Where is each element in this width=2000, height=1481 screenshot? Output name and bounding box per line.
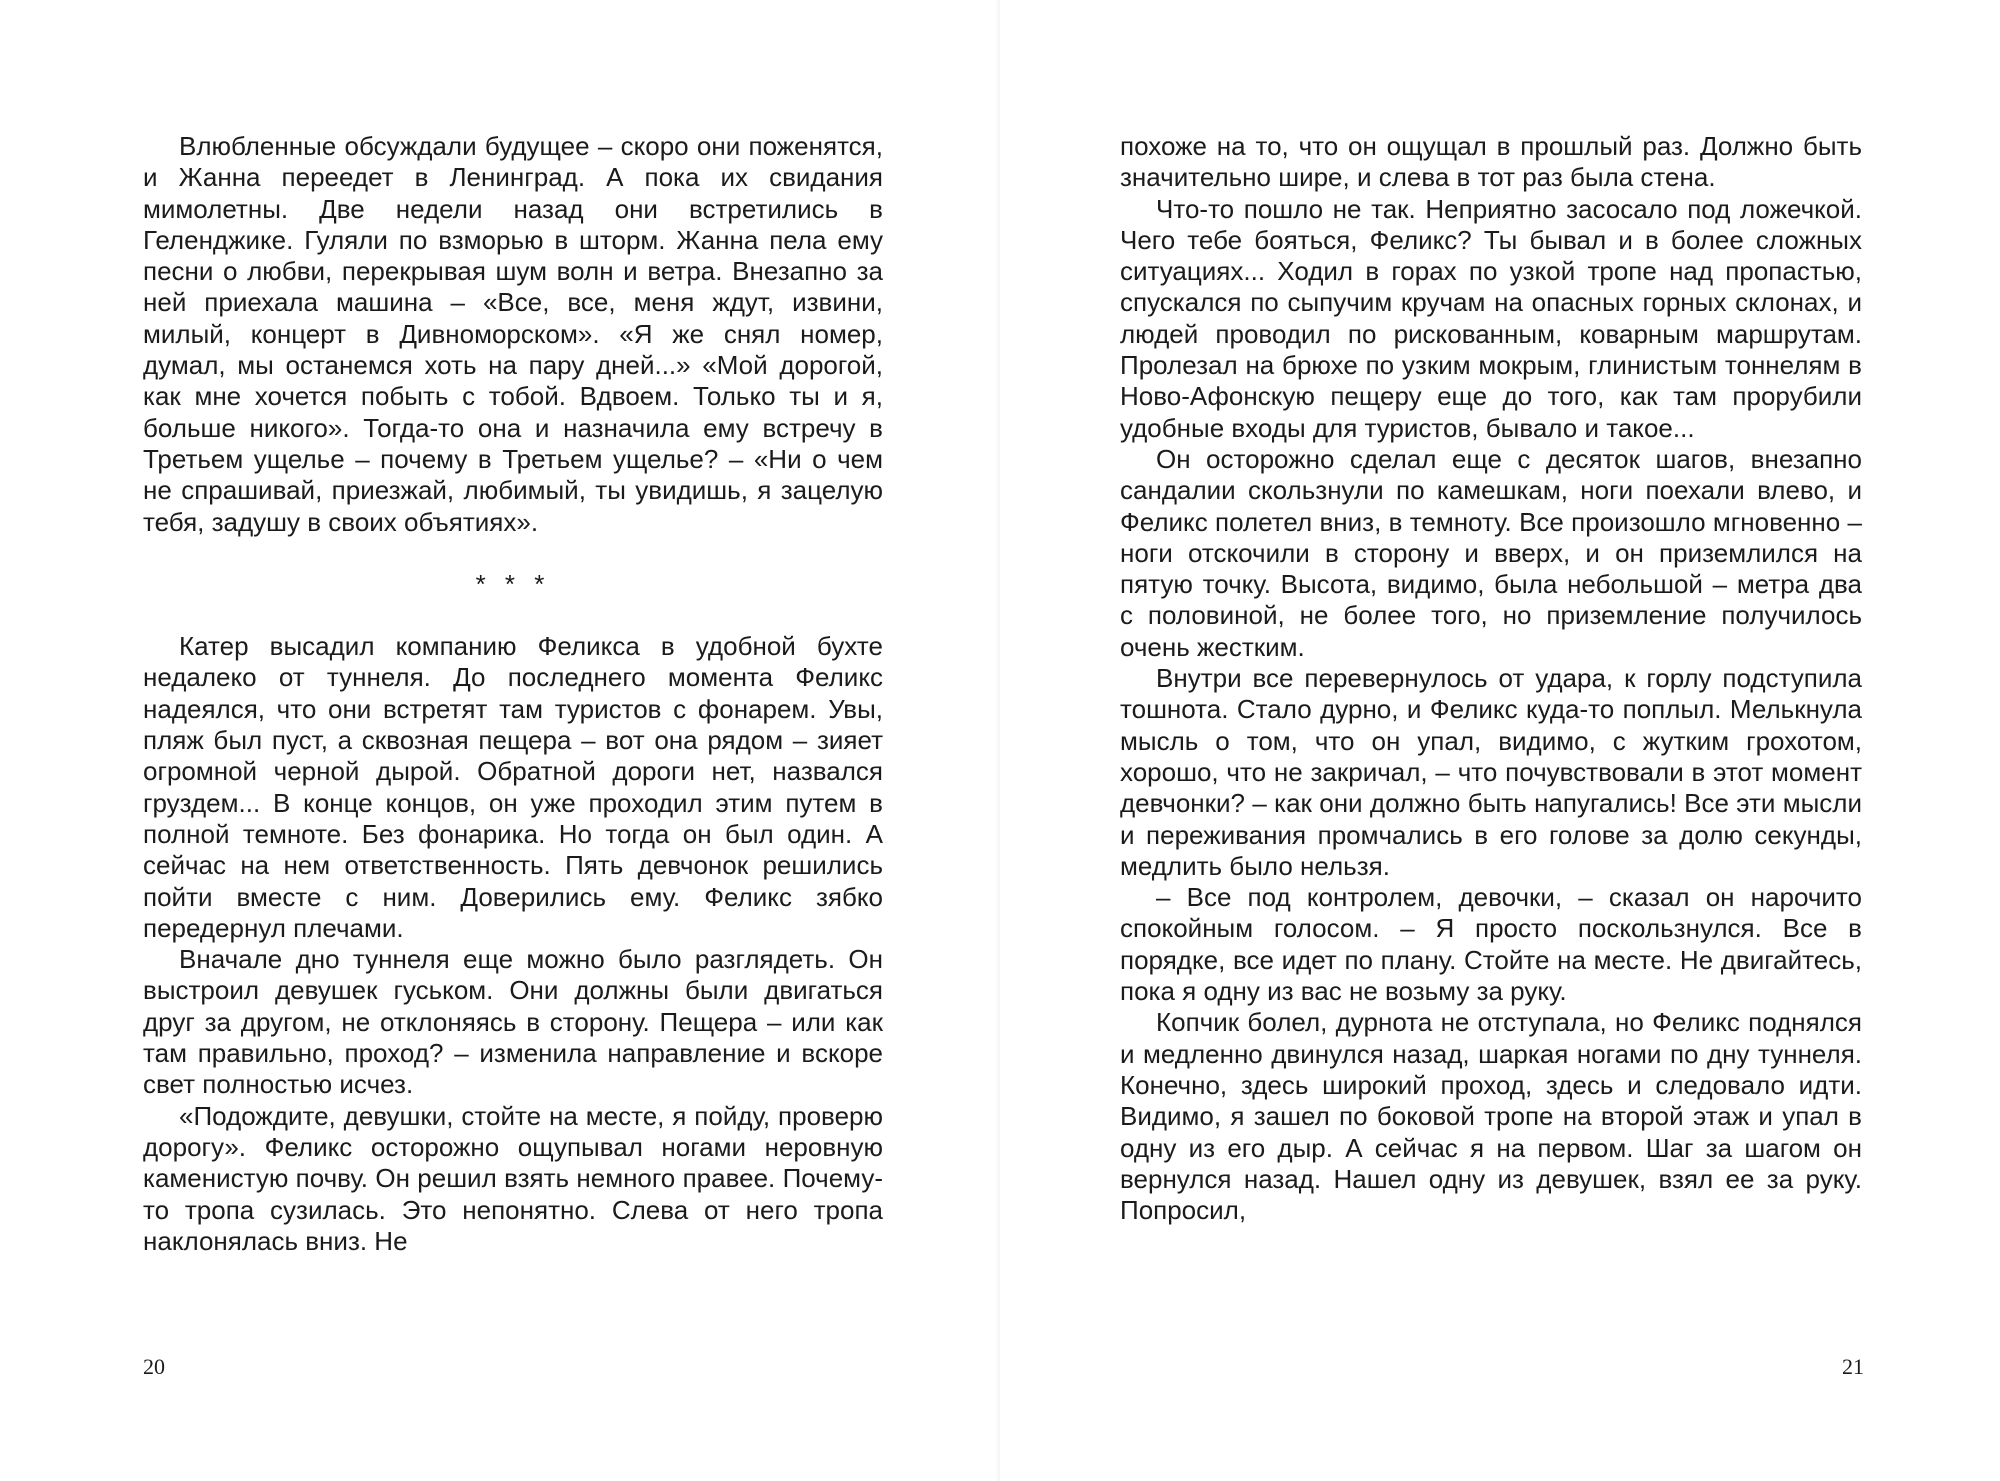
page-number: 21 <box>1842 1354 1864 1379</box>
left-page-text <box>143 131 883 1257</box>
paragraph: Вначале дно туннеля еще можно было разглядеть. Он выстроил девушек гуськом. Они должны были двигаться друг за другом, не отклоняясь в сторону. Пещера – или как там правильно, проход? – изменила направление и вскоре свет полностью исчез. <box>143 944 883 1100</box>
paragraph: «Подождите, девушки, стойте на месте, я пойду, проверю дорогу». Феликс осторожно ощупывал ногами неровную каменистую почву. Он решил взять немного правее. Почему-то тропа сузилась. Это непонятно. Слева от него тропа наклонялась вниз. Не <box>143 1100 883 1256</box>
paragraph: Влюбленные обсуждали будущее – скоро они поженятся, и Жанна переедет в Ленинград. А пока их свидания мимолетны. Две недели назад они встретились в Геленджике. Гуляли по взморью в шторм. Жанна пела ему песни о любви, перекрывая шум волн и ветра. Внезапно за ней приехала машина – «Все, все, меня ждут, извини, милый, концерт в Дивноморском». «Я же снял номер, думал, мы останемся хоть на пару дней...» «Мой дорогой, как мне хочется побыть с тобой. Вдвоем. Только ты и я, больше никого». Тогда-то она и назначила ему встречу в Третьем ущелье – почему в Третьем ущелье? – «Ни о чем не спрашивай, приезжай, любимый, ты увидишь, я зацелую тебя, задушу в своих объятиях». <box>143 131 883 537</box>
page-number: 20 <box>143 1354 165 1379</box>
paragraph: – Все под контролем, девочки, – сказал он нарочито спокойным голосом. – Я просто поскользнулся. Все в порядке, все идет по плану. Стойте на месте. Не двигайтесь, пока я одну из вас не возьму за руку. <box>1120 882 1862 1007</box>
paragraph-continuation: похоже на то, что он ощущал в прошлый раз. Должно быть значительно шире, и слева в тот раз была стена. <box>1120 131 1862 193</box>
paragraph: Он осторожно сделал еще с десяток шагов, внезапно сандалии скользнули по камешкам, ноги поехали влево, и Феликс полетел вниз, в темноту. Все произошло мгновенно – ноги отскочили в сторону и вверх, и он приземлился на пятую точку. Высота, видимо, была небольшой – метра два с половиной, не более того, но приземление получилось очень жестким. <box>1120 443 1862 662</box>
paragraph: Копчик болел, дурнота не отступала, но Феликс поднялся и медленно двинулся назад, шаркая ногами по дну туннеля. Конечно, здесь широкий проход, здесь и следовало идти. Видимо, я зашел по боковой тропе на второй этаж и упал в одну из его дыр. А сейчас я на первом. Шаг за шагом он вернулся назад. Нашел одну из девушек, взял ее за руку. Попросил, <box>1120 1007 1862 1226</box>
right-page-text <box>1120 131 1862 1226</box>
paragraph: Что-то пошло не так. Неприятно засосало под ложечкой. Чего тебе бояться, Феликс? Ты бывал и в более сложных ситуациях... Ходил в горах по узкой тропе над пропастью, спускался по сыпучим кручам на опасных горных склонах, и людей проводил по рискованным, коварным маршрутам. Пролезал на брюхе по узким мокрым, глинистым тоннелям в Ново-Афонскую пещеру еще до того, как там прорубили удобные входы для туристов, бывало и такое... <box>1120 193 1862 443</box>
right-page <box>1000 0 2000 1481</box>
paragraph: Катер высадил компанию Феликса в удобной бухте недалеко от туннеля. До последнего момента Феликс надеялся, что они встретят там туристов с фонарем. Увы, пляж был пуст, а сквозная пещера – вот она рядом – зияет огромной черной дырой. Обратной дороги нет, назвался груздем... В конце концов, он уже проходил этим путем в полной темноте. Без фонарика. Но тогда он был один. А сейчас на нем ответственность. Пять девчонок решились пойти вместе с ним. Доверились ему. Феликс зябко передернул плечами. <box>143 631 883 943</box>
section-break: * * * <box>475 568 551 599</box>
paragraph: Внутри все перевернулось от удара, к горлу подступила тошнота. Стало дурно, и Феликс куда-то поплыл. Мелькнула мысль о том, что он упал, видимо, с жутким грохотом, хорошо, что не закричал, – что почувствовали в этот момент девчонки? – как они должно быть напугались! Все эти мысли и переживания промчались в его голове за долю секунды, медлить было нельзя. <box>1120 663 1862 881</box>
